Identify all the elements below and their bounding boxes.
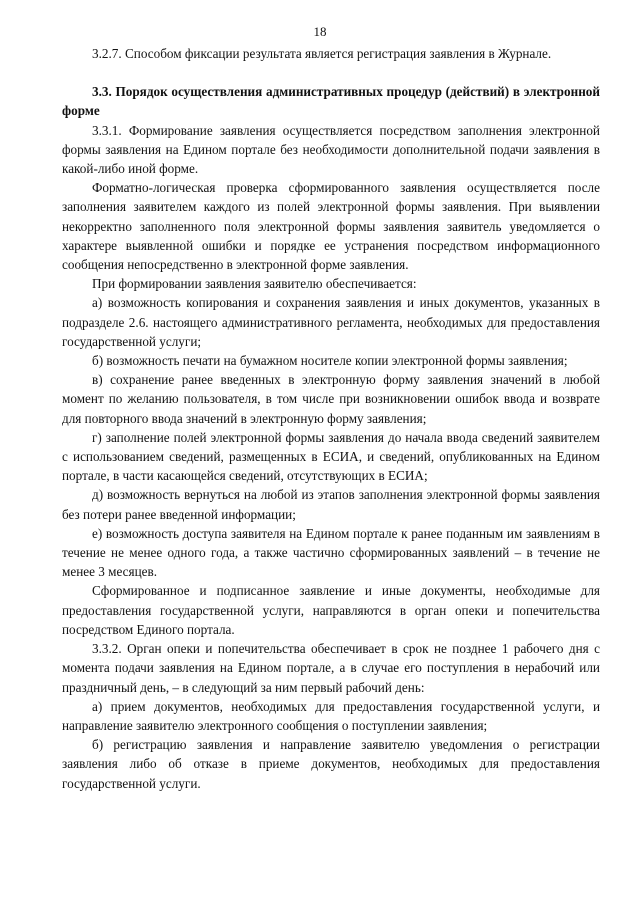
- paragraph-3-3-1: 3.3.1. Формирование заявления осуществляется посредством заполнения электронной формы заявления на Едином портале без необходимости дополнительной подачи заявления в какой-либо иной форме.: [62, 122, 600, 177]
- list-item-e: е) возможность доступа заявителя на Едином портале к ранее поданным им заявлениям в течение не менее одного года, а также частично сформированных заявлений – в течение не менее 3 месяцев.: [62, 525, 600, 580]
- list-item-a: а) возможность копирования и сохранения заявления и иных документов, указанных в подразделе 2.6. настоящего административного регламента, необходимых для предоставления государственной услуги;: [62, 295, 600, 349]
- paragraph-provided-intro: При формировании заявления заявителю обеспечивается:: [92, 276, 417, 292]
- list-item-b: б) возможность печати на бумажном носителе копии электронной формы заявления;: [92, 353, 568, 369]
- paragraph-format-check: Форматно-логическая проверка сформированного заявления осуществляется после заполнения заявителем каждого из полей электронной формы заявления. При выявлении некорректно заполненного поля электронной формы заявления заявитель уведомляется о характере выявленной ошибки и порядке ее устранения посредством информационного сообщения непосредственно в электронной форме заявления.: [62, 180, 600, 273]
- list-item-2-b: б) регистрацию заявления и направление заявителю уведомления о регистрации заявления либо об отказе в приеме документов, необходимых для предоставления государственной услуги.: [62, 737, 600, 791]
- list-item-2-a: а) прием документов, необходимых для предоставления государственной услуги, и направление заявителю электронного сообщения о поступлении заявления;: [62, 698, 600, 733]
- page-number: 18: [313, 24, 327, 39]
- list-item-v: в) сохранение ранее введенных в электронную форму заявления значений в любой момент по желанию пользователя, в том числе при возникновении ошибок ввода и возврате для повторного ввода значений в электронную форму заявления;: [62, 372, 600, 426]
- section-heading-3-3: 3.3. Порядок осуществления административных процедур (действий) в электронной форме: [62, 84, 600, 119]
- document-body: [62, 44, 600, 793]
- paragraph-3-3-2: 3.3.2. Орган опеки и попечительства обеспечивает в срок не позднее 1 рабочего дня с момента подачи заявления на Едином портале, а в случае его поступления в нерабочий или праздничный день, – в следующий за ним первый рабочий день:: [62, 641, 600, 695]
- paragraph-3-2-7: 3.2.7. Способом фиксации результата является регистрация заявления в Журнале.: [92, 46, 552, 61]
- paragraph-submission: Сформированное и подписанное заявление и иные документы, необходимые для предоставления государственной услуги, направляются в орган опеки и попечительства посредством Единого портала.: [62, 583, 600, 637]
- list-item-d: д) возможность вернуться на любой из этапов заполнения электронной формы заявления без потери ранее введенной информации;: [62, 487, 600, 522]
- list-item-g: г) заполнение полей электронной формы заявления до начала ввода сведений заявителем с использованием сведений, размещенных в ЕСИА, и сведений, опубликованных на Едином портале, в части касающейся сведений, отсутствующих в ЕСИА;: [62, 429, 600, 484]
